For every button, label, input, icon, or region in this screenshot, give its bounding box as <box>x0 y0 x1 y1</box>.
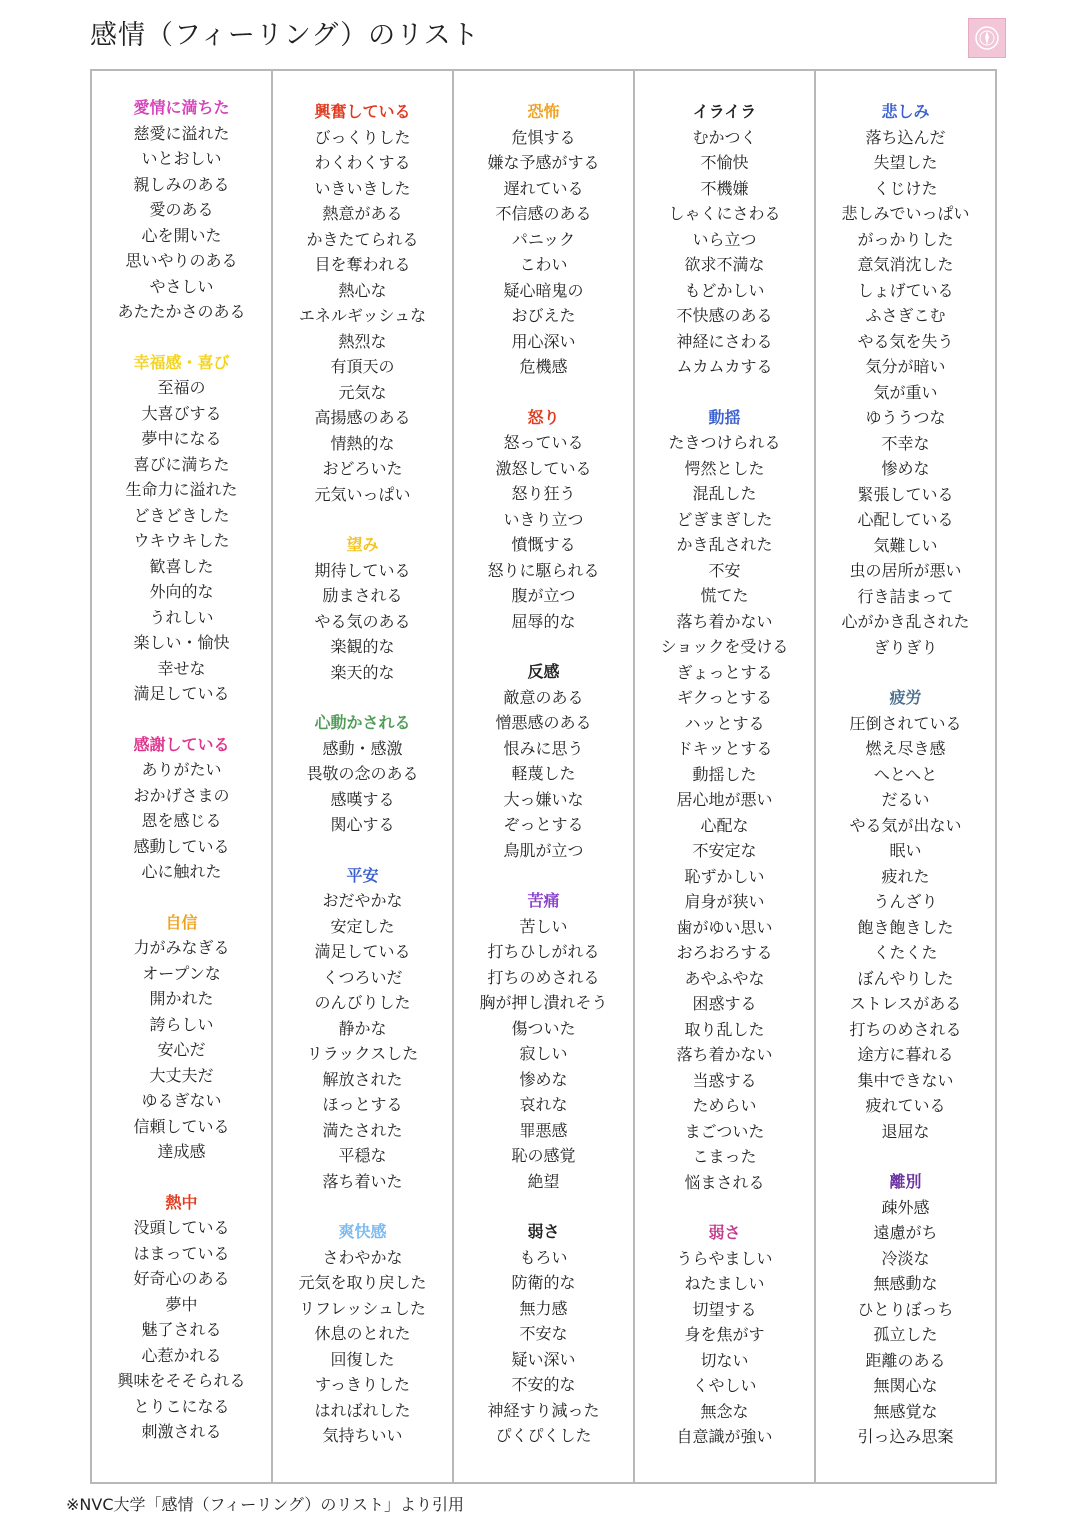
source-note: ※NVC大学「感情（フィーリング）のリスト」より引用 <box>66 1495 465 1514</box>
feeling-word: 緊張している <box>857 484 954 504</box>
category-title: 熱中 <box>165 1192 198 1212</box>
feeling-category <box>816 99 995 660</box>
feeling-word: 恨みに思う <box>503 738 584 758</box>
feeling-word: 心を開いた <box>141 225 222 245</box>
feeling-word: 動揺した <box>692 764 757 784</box>
feeling-word: 心配な <box>700 815 749 835</box>
feeling-word: 打ちのめされる <box>487 967 600 987</box>
feeling-category <box>273 532 452 685</box>
feeling-word: ためらい <box>692 1096 757 1115</box>
feeling-word: ハッとする <box>684 713 765 733</box>
feeling-word: 心配している <box>857 510 954 529</box>
feeling-word: 距離のある <box>865 1350 946 1370</box>
feeling-word: いきり立つ <box>503 509 584 529</box>
feeling-word: 胸が押し潰れそう <box>479 993 608 1012</box>
feeling-word: 屈辱的な <box>511 611 576 631</box>
category-title: 恐怖 <box>527 102 560 121</box>
feeling-word: おかげさまの <box>133 785 230 805</box>
feelings-column <box>635 71 816 1482</box>
feeling-word: 絶望 <box>527 1171 560 1191</box>
category-title: 感謝している <box>133 734 230 754</box>
feeling-word: 打ちひしがれる <box>487 942 600 961</box>
category-title: 平安 <box>346 865 379 885</box>
feeling-word: 不愉快 <box>700 153 749 172</box>
feeling-word: くたくた <box>873 943 938 962</box>
feeling-word: 興味をそそられる <box>117 1371 246 1390</box>
feeling-word: 不安定な <box>692 841 757 860</box>
feeling-word: 罪悪感 <box>519 1120 568 1140</box>
category-title: 爽快感 <box>338 1222 387 1241</box>
feeling-word: がっかりした <box>857 229 954 249</box>
feeling-word: 気分が暗い <box>865 357 946 376</box>
category-title: 怒り <box>527 407 560 427</box>
feeling-word: ストレスがある <box>849 994 962 1013</box>
feeling-word: はればれした <box>314 1400 411 1420</box>
feeling-word: ぼんやりした <box>857 968 954 988</box>
feeling-word: ぴくぴくした <box>495 1426 592 1445</box>
feeling-word: 喜びに満ちた <box>133 454 230 474</box>
feeling-word: 落ち着かない <box>676 611 773 631</box>
feeling-word: 休息のとれた <box>314 1324 411 1343</box>
feeling-category <box>635 99 814 380</box>
feeling-word: 楽しい・愉快 <box>133 633 230 652</box>
feeling-word: 感動・感激 <box>322 738 403 758</box>
feeling-word: 遠慮がち <box>873 1223 938 1242</box>
feeling-word: とりこになる <box>133 1396 230 1416</box>
feeling-word: 鳥肌が立つ <box>503 840 584 860</box>
feeling-word: うんざり <box>873 892 938 911</box>
feeling-word: 無念な <box>700 1401 749 1421</box>
feeling-word: ゆううつな <box>865 408 946 427</box>
feeling-word: 歓喜した <box>149 556 214 576</box>
feeling-word: 誇らしい <box>149 1014 214 1034</box>
feeling-word: 憤慨する <box>511 535 576 554</box>
feeling-word: 圧倒されている <box>849 713 962 733</box>
feeling-category <box>92 95 271 325</box>
feeling-word: 悩まされる <box>684 1172 765 1192</box>
feeling-word: どきどきした <box>133 505 230 525</box>
feeling-word: すっきりした <box>314 1375 411 1394</box>
feelings-column <box>454 71 635 1482</box>
feeling-word: 生命力に溢れた <box>125 480 238 499</box>
feeling-word: ぞっとする <box>503 815 584 834</box>
feelings-column <box>816 71 995 1482</box>
feeling-word: ゆるぎない <box>141 1091 222 1110</box>
feeling-word: どぎまぎした <box>676 509 773 529</box>
feeling-word: 安定した <box>330 916 395 936</box>
emblem-icon <box>972 23 1002 53</box>
feeling-word: 悲しみでいっぱい <box>841 204 970 223</box>
feeling-word: 無力感 <box>519 1298 568 1318</box>
feeling-category <box>816 1169 995 1450</box>
feeling-word: 冷淡な <box>881 1248 930 1268</box>
category-title: 悲しみ <box>881 102 930 121</box>
feeling-word: 混乱した <box>692 484 757 503</box>
feeling-word: かき乱された <box>676 535 773 554</box>
feeling-word: 意気消沈した <box>857 255 954 274</box>
feeling-category <box>273 710 452 838</box>
feeling-word: 惨めな <box>519 1069 568 1089</box>
feeling-word: 楽天的な <box>330 662 395 682</box>
feeling-category <box>816 685 995 1144</box>
feeling-word: 防衛的な <box>511 1273 576 1292</box>
feeling-word: 不幸な <box>881 433 930 453</box>
feeling-word: 疎外感 <box>881 1197 930 1217</box>
feeling-word: 熱意がある <box>322 204 403 223</box>
feeling-word: 疑心暗鬼の <box>503 280 584 300</box>
feeling-word: 危機感 <box>519 357 568 376</box>
feeling-category <box>454 405 633 635</box>
feeling-word: 神経すり減った <box>487 1400 600 1420</box>
feeling-word: 取り乱した <box>684 1019 765 1039</box>
category-title: 動揺 <box>708 407 741 427</box>
feeling-word: ぎりぎり <box>873 637 938 657</box>
feeling-word: 不機嫌 <box>700 178 749 198</box>
category-title: 苦痛 <box>527 891 560 910</box>
feeling-word: 幸せな <box>157 658 206 678</box>
feeling-word: 恥の感覚 <box>511 1146 576 1165</box>
feeling-word: 不安的な <box>511 1375 576 1394</box>
feeling-word: ふさぎこむ <box>865 306 946 325</box>
feeling-word: 怒りに駆られる <box>487 560 600 580</box>
logo-icon <box>968 18 1006 58</box>
feeling-word: 心惹かれる <box>141 1345 222 1365</box>
feeling-word: 愛のある <box>149 200 214 219</box>
feeling-word: 怒っている <box>503 433 584 452</box>
feeling-word: 有頂天の <box>330 357 395 376</box>
feeling-word: 切ない <box>700 1350 749 1370</box>
feeling-word: 肩身が狭い <box>684 892 765 911</box>
feeling-word: 軽蔑した <box>511 764 576 783</box>
feeling-word: 愕然とした <box>684 458 765 478</box>
feeling-category <box>635 405 814 1196</box>
feeling-word: 不安 <box>708 560 741 580</box>
feeling-word: 不信感のある <box>495 204 592 223</box>
feeling-word: びっくりした <box>314 127 411 147</box>
category-title: 離別 <box>889 1172 922 1191</box>
feeling-category <box>454 1219 633 1449</box>
feeling-word: 怒り狂う <box>511 484 576 503</box>
feeling-word: かきたてられる <box>306 229 419 249</box>
category-title: 幸福感・喜び <box>133 352 230 372</box>
feeling-word: 嫌な予感がする <box>487 153 600 172</box>
feeling-word: ねたましい <box>684 1274 765 1293</box>
feeling-word: ほっとする <box>322 1095 403 1114</box>
feeling-word: いとおしい <box>141 149 222 168</box>
feeling-word: ひとりぼっち <box>857 1299 954 1319</box>
feeling-word: 哀れな <box>519 1095 568 1114</box>
feeling-word: 腹が立つ <box>511 586 576 605</box>
category-title: 望み <box>346 535 379 554</box>
feeling-word: 眠い <box>889 841 922 860</box>
feeling-word: むかつく <box>692 127 757 147</box>
feeling-word: 無関心な <box>873 1376 938 1395</box>
feeling-word: たきつけられる <box>668 433 781 452</box>
feeling-word: おどろいた <box>322 459 403 478</box>
feeling-category <box>92 1190 271 1445</box>
feeling-word: やる気を失う <box>857 331 954 351</box>
feeling-word: 居心地が悪い <box>676 790 773 809</box>
feeling-word: あたたかさのある <box>117 302 246 321</box>
feeling-word: 落ち着いた <box>322 1171 403 1191</box>
feeling-word: おろおろする <box>676 943 773 962</box>
feeling-word: 敵意のある <box>503 687 584 707</box>
feeling-category <box>454 888 633 1194</box>
feeling-word: 目を奪われる <box>314 255 411 274</box>
feeling-word: 身を焦がす <box>684 1325 765 1344</box>
feeling-word: 感嘆する <box>330 789 395 809</box>
feeling-word: エネルギッシュな <box>298 306 427 325</box>
feeling-word: 元気いっぱい <box>314 484 411 504</box>
feeling-word: 気が重い <box>873 382 938 402</box>
feeling-word: 安心だ <box>157 1040 206 1059</box>
feeling-word: だるい <box>881 790 930 809</box>
feeling-word: 孤立した <box>873 1325 938 1344</box>
feeling-word: うらやましい <box>676 1248 773 1268</box>
feeling-word: まごついた <box>684 1121 765 1141</box>
feeling-word: 夢中になる <box>141 429 222 448</box>
feeling-word: 元気を取り戻した <box>298 1273 427 1292</box>
feeling-word: 大丈夫だ <box>149 1065 214 1085</box>
feeling-word: ギクっとする <box>676 688 773 707</box>
feeling-word: 憎悪感のある <box>495 713 592 732</box>
feeling-category <box>273 1219 452 1449</box>
feeling-word: ありがたい <box>141 760 222 779</box>
feeling-word: 激怒している <box>495 458 592 478</box>
feeling-category <box>92 350 271 707</box>
feeling-word: 静かな <box>338 1018 387 1038</box>
feeling-word: 畏敬の念のある <box>306 764 419 783</box>
page-title: 感情（フィーリング）のリスト <box>90 20 480 51</box>
feeling-word: あやふやな <box>684 968 765 988</box>
feeling-word: 心に触れた <box>141 862 222 881</box>
feeling-word: 好奇心のある <box>133 1269 230 1288</box>
feeling-word: 歯がゆい思い <box>676 917 773 937</box>
feeling-word: しょげている <box>857 280 954 300</box>
feeling-word: 行き詰まって <box>857 586 954 606</box>
feeling-word: 恩を感じる <box>141 811 222 830</box>
feeling-word: 打ちのめされる <box>849 1019 962 1039</box>
feeling-word: 不快感のある <box>676 306 773 325</box>
feeling-word: さわやかな <box>322 1247 403 1267</box>
feeling-word: はまっている <box>133 1243 230 1263</box>
feeling-word: やる気のある <box>314 611 411 631</box>
feeling-word: うれしい <box>149 607 214 627</box>
feeling-word: 途方に暮れる <box>857 1045 954 1064</box>
feeling-word: 惨めな <box>881 459 930 478</box>
feeling-word: 落ち着かない <box>676 1045 773 1064</box>
category-title: 弱さ <box>527 1222 560 1241</box>
feeling-word: 力がみなぎる <box>133 938 230 957</box>
feeling-word: 不安な <box>519 1324 568 1343</box>
category-title: 愛情に満ちた <box>133 98 230 117</box>
feeling-word: ドキッとする <box>676 739 773 758</box>
feeling-word: 恥ずかしい <box>684 866 765 886</box>
feeling-word: 疲れている <box>865 1096 946 1115</box>
feeling-word: リフレッシュした <box>299 1298 426 1318</box>
feeling-word: 集中できない <box>857 1070 954 1090</box>
feeling-word: 信頼している <box>133 1116 230 1136</box>
category-title: 興奮している <box>314 102 411 121</box>
feeling-word: 外向的な <box>149 582 214 601</box>
feeling-word: 励まされる <box>322 586 403 605</box>
feeling-word: 平穏な <box>338 1146 387 1165</box>
feeling-word: 燃え尽き感 <box>865 739 946 758</box>
feeling-word: ショックを受ける <box>660 637 789 656</box>
feeling-word: 楽観的な <box>330 637 395 656</box>
feeling-word: 危惧する <box>511 127 576 147</box>
feeling-word: 満足している <box>133 684 230 703</box>
feeling-word: 期待している <box>314 560 411 580</box>
feeling-category <box>454 659 633 863</box>
feeling-word: 疑い深い <box>511 1349 576 1369</box>
feelings-column <box>273 71 454 1482</box>
feeling-word: やさしい <box>149 276 214 296</box>
feelings-column <box>92 71 273 1482</box>
feeling-word: 気難しい <box>873 535 938 555</box>
feeling-category <box>454 99 633 380</box>
feeling-word: くつろいだ <box>322 967 403 987</box>
feeling-word: ムカムカする <box>676 357 773 376</box>
feeling-word: ウキウキした <box>133 531 230 550</box>
feeling-word: 遅れている <box>503 178 584 198</box>
feeling-word: 寂しい <box>519 1044 568 1063</box>
feeling-word: 高揚感のある <box>314 408 411 427</box>
feeling-word: 情熱的な <box>330 433 395 453</box>
feeling-word: 夢中 <box>165 1294 198 1314</box>
feeling-word: 思いやりのある <box>125 251 238 270</box>
feeling-word: 元気な <box>338 382 387 402</box>
feeling-word: リラックスした <box>306 1044 419 1063</box>
feeling-word: 傷ついた <box>511 1018 576 1038</box>
feeling-word: おびえた <box>511 306 576 325</box>
feeling-word: こまった <box>692 1147 757 1166</box>
feeling-word: 気持ちいい <box>322 1426 403 1445</box>
feeling-word: しゃくにさわる <box>668 204 781 223</box>
feeling-word: 困惑する <box>692 994 757 1013</box>
category-title: 反感 <box>527 662 560 681</box>
feeling-word: もどかしい <box>684 280 765 300</box>
feeling-category <box>92 910 271 1165</box>
feeling-word: 切望する <box>692 1299 757 1319</box>
feeling-word: 魅了される <box>141 1320 222 1339</box>
feeling-word: パニック <box>511 229 576 249</box>
feeling-word: 自意識が強い <box>676 1427 773 1446</box>
feeling-word: 満たされた <box>322 1120 403 1140</box>
feeling-category <box>635 1220 814 1450</box>
feeling-word: 当惑する <box>692 1070 757 1090</box>
feeling-word: 用心深い <box>511 331 576 351</box>
feeling-category <box>273 863 452 1195</box>
feeling-word: 満足している <box>314 942 411 961</box>
feeling-word: 慌てた <box>700 586 749 605</box>
feeling-word: 神経にさわる <box>676 331 773 351</box>
feeling-word: くやしい <box>692 1376 757 1395</box>
feeling-word: 引っ込み思案 <box>857 1427 954 1446</box>
feeling-word: やる気が出ない <box>849 815 962 835</box>
feeling-word: 無感覚な <box>873 1401 938 1421</box>
feelings-table <box>90 69 997 1484</box>
feeling-word: 虫の居所が悪い <box>849 561 962 580</box>
feeling-word: わくわくする <box>314 153 411 172</box>
category-title: 自信 <box>165 912 198 932</box>
feeling-word: 無感動な <box>873 1274 938 1293</box>
feeling-word: くじけた <box>873 178 938 198</box>
feeling-word: いきいきした <box>314 178 411 198</box>
feeling-word: 慈愛に溢れた <box>133 123 230 143</box>
feeling-word: 刺激される <box>141 1422 222 1441</box>
feeling-word: 落ち込んだ <box>865 127 946 147</box>
feeling-category <box>92 732 271 885</box>
category-title: 弱さ <box>708 1223 741 1242</box>
feeling-word: 退屈な <box>881 1121 930 1141</box>
feeling-word: へとへと <box>873 764 938 784</box>
feeling-word: 熱心な <box>338 280 387 300</box>
feeling-word: 回復した <box>330 1349 395 1369</box>
feeling-word: 熱烈な <box>338 331 387 351</box>
feeling-word: 親しみのある <box>133 174 230 194</box>
feeling-category <box>273 99 452 507</box>
feeling-word: のんびりした <box>314 993 411 1012</box>
feeling-word: 飽き飽きした <box>857 917 954 937</box>
feeling-word: 大喜びする <box>141 403 222 423</box>
feeling-word: 欲求不満な <box>684 255 765 274</box>
feeling-word: こわい <box>519 255 568 274</box>
feeling-word: 達成感 <box>157 1142 206 1161</box>
feeling-word: 没頭している <box>133 1218 230 1237</box>
feeling-word: 感動している <box>133 836 230 856</box>
feeling-word: 解放された <box>322 1069 403 1089</box>
feeling-word: 苦しい <box>519 916 568 936</box>
feeling-word: おだやかな <box>322 891 403 910</box>
feeling-word: 大っ嫌いな <box>503 789 584 809</box>
feeling-word: 至福の <box>157 378 206 397</box>
feeling-word: 心がかき乱された <box>841 612 970 631</box>
feeling-word: 関心する <box>330 815 395 834</box>
category-title: 疲労 <box>889 688 922 707</box>
feeling-word: 失望した <box>873 153 938 172</box>
feeling-word: オープンな <box>142 963 221 983</box>
feeling-word: いら立つ <box>692 229 757 249</box>
feeling-word: 開かれた <box>149 989 214 1008</box>
category-title: イライラ <box>692 102 757 121</box>
category-title: 心動かされる <box>314 713 411 732</box>
feeling-word: ぎょっとする <box>676 662 773 682</box>
feeling-word: もろい <box>519 1247 568 1267</box>
feeling-word: 疲れた <box>881 866 930 886</box>
